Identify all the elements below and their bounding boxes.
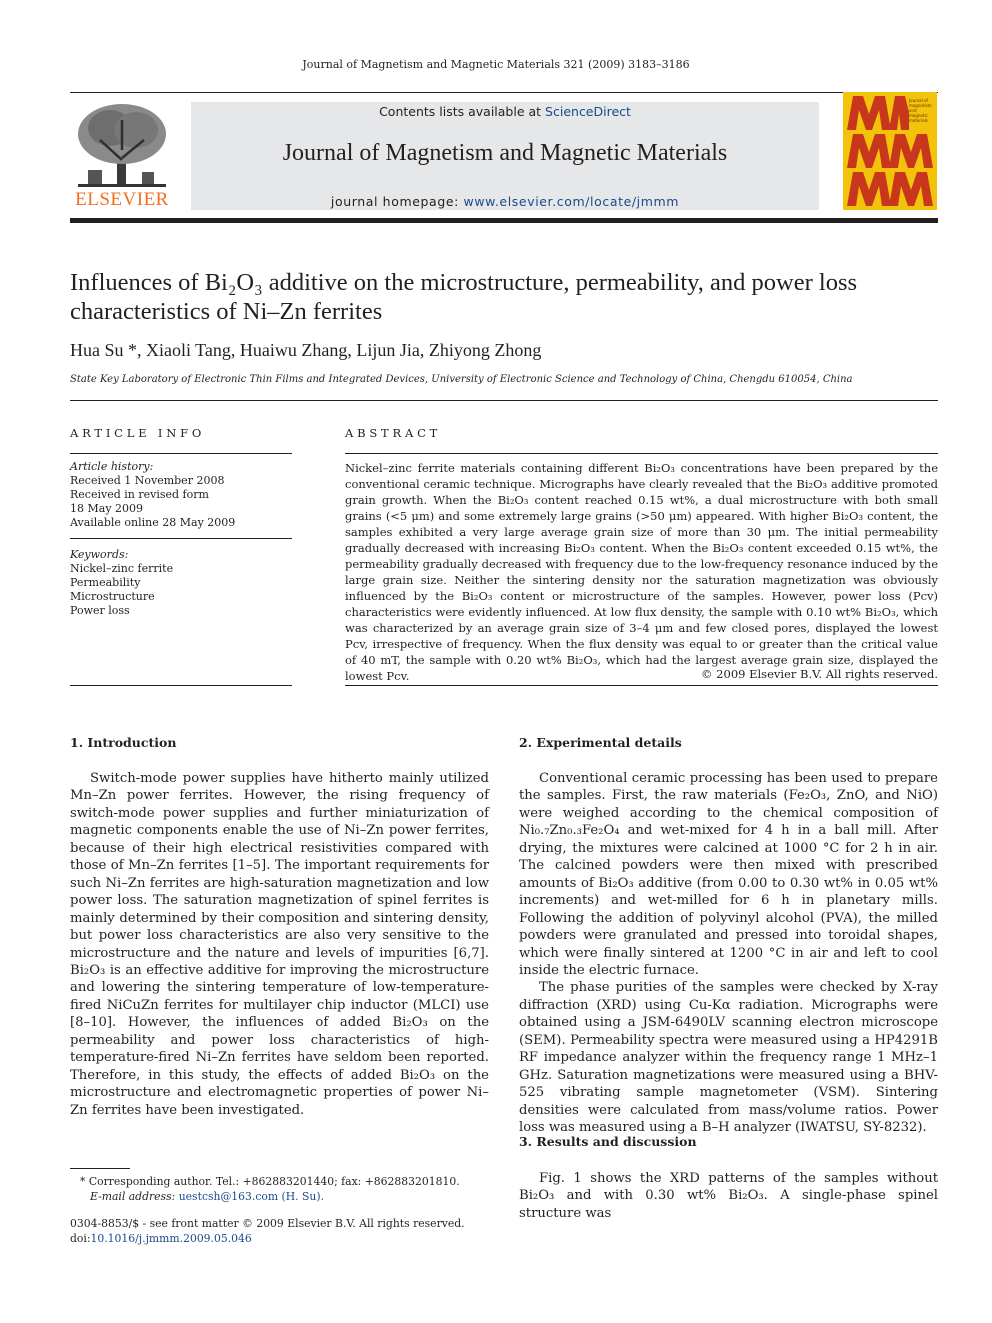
- keywords-rule: [70, 538, 292, 539]
- keywords-label: Keywords:: [70, 548, 129, 561]
- elsevier-tree-logo: [70, 100, 174, 188]
- history-item: 18 May 2009: [70, 502, 144, 515]
- introduction-body: [70, 770, 489, 1119]
- abstract-heading: ABSTRACT: [345, 426, 442, 440]
- paragraph: The phase purities of the samples were checked by X-ray diffraction (XRD) using Cu-Kα radiation. Micrographs were obtained using a JSM-6490LV scanning electron microscope (SEM). Permeability spectra were measured using a HP4291B RF impedance analyzer within the frequency range 1 MHz–1 GHz. Saturation magnetizations were measured using a BHV-525 vibrating sample magnetometer (VSM). Sintering densities were calculated from mass/volume ratios. Power loss was measured using a B–H analyzer (IWATSU, SY-8232).: [519, 980, 938, 1136]
- paragraph: Conventional ceramic processing has been used to prepare the samples. First, the raw materials (Fe₂O₃, ZnO, and NiO) were weighed according to the chemical composition of Ni₀.₇Zn₀.₃Fe₂O₄ and wet-mixed for 4 h in a ball mill. After drying, the mixtures were calcined at 1000 °C for 2 h in air. The calcined powders were then mixed with prescribed amounts of Bi₂O₃ additive (from 0.00 to 0.30 wt% in 0.05 wt% increments) and wet-milled for 6 h in planetary mills. Following the addition of polyvinyl alcohol (PVA), the milled powders were granulated and pressed into toroidal shapes, which were finally sintered at 1200 °C in air and left to cool inside the electric furnace.: [519, 771, 938, 978]
- abstract-text: Nickel–zinc ferrite materials containing different Bi₂O₃ concentrations have been prepared by the conventional ceramic technique. Micrographs have clearly revealed that the Bi₂O₃ additive promoted grain growth. When the Bi₂O₃ content reached 0.15 wt%, a dual microstructure with both small grains (<5 μm) and some extremely large grains (>50 μm) appeared. With higher Bi₂O₃ content, the samples exhibited a very large average grain size of more than 30 μm. The initial permeability gradually decreased with increasing Bi₂O₃ content. When the Bi₂O₃ content exceeded 0.15 wt%, the permeability gradually decreased with frequency due to the low-frequency resonance induced by the large grain size. Neither the sintering density nor the saturation magnetization was obviously influenced by the Bi₂O₃ content or microstructure of the samples. However, power loss (Pcv) characteristics were evidently influenced. At low flux density, the sample with 0.10 wt% Bi₂O₃, which was characterized by an average grain size of 3–4 μm and few closed pores, displayed the lowest Pcv, irrespective of frequency. When the flux density was equal to or greater than the critical value of 40 mT, the sample with 0.20 wt% Bi₂O₃, which had the largest average grain size, displayed the lowest Pcv.: [345, 461, 938, 683]
- keyword: Power loss: [70, 604, 130, 617]
- contents-prefix: Contents lists available at: [379, 104, 546, 119]
- article-info-rule: [70, 453, 292, 454]
- page-footer: [70, 1216, 500, 1246]
- journal-citation: Journal of Magnetism and Magnetic Materials 321 (2009) 3183–3186: [302, 58, 690, 71]
- header-top-rule: [70, 92, 938, 93]
- journal-banner: [191, 102, 819, 210]
- header-bottom-rule: [70, 218, 938, 223]
- keyword: Microstructure: [70, 590, 155, 603]
- journal-homepage: [191, 194, 819, 209]
- article-title: Influences of Bi₂O₃ additive on the microstructure, permeability, and power loss characteristics of Ni–Zn ferrites: [70, 269, 858, 325]
- homepage-prefix: journal homepage:: [330, 194, 464, 209]
- article-authors: Hua Su *, Xiaoli Tang, Huaiwu Zhang, Lijun Jia, Zhiyong Zhong: [70, 340, 542, 360]
- author-affiliation: State Key Laboratory of Electronic Thin Films and Integrated Devices, University of Electronic Science and Technology of China, Chengdu 610054, China: [70, 374, 853, 385]
- sciencedirect-link[interactable]: ScienceDirect: [545, 104, 631, 119]
- contents-line: [191, 104, 819, 119]
- section-heading-introduction: 1. Introduction: [70, 735, 177, 750]
- email-link[interactable]: uestcsh@163.com (H. Su).: [178, 1190, 325, 1203]
- experimental-body: [519, 770, 938, 1137]
- abstract-copyright: © 2009 Elsevier B.V. All rights reserved.: [701, 667, 938, 681]
- journal-title: Journal of Magnetism and Magnetic Materials: [282, 140, 728, 166]
- homepage-link[interactable]: www.elsevier.com/locate/jmmm: [463, 194, 680, 209]
- paragraph: Fig. 1 shows the XRD patterns of the samples without Bi₂O₃ and with 0.30 wt% Bi₂O₃. A single-phase spinel structure was: [519, 1171, 938, 1221]
- doi-link[interactable]: 10.1016/j.jmmm.2009.05.046: [90, 1232, 252, 1245]
- footnote-rule: [70, 1168, 130, 1169]
- doi-label: doi:: [70, 1232, 91, 1245]
- keyword: Permeability: [70, 576, 141, 589]
- abstract-rule: [345, 453, 938, 454]
- footnote: [70, 1174, 500, 1204]
- issn-line: 0304-8853/$ - see front matter © 2009 Elsevier B.V. All rights reserved.: [70, 1217, 465, 1230]
- history-item: Received in revised form: [70, 488, 209, 501]
- results-body: [519, 1170, 938, 1222]
- section-heading-experimental: 2. Experimental details: [519, 735, 682, 750]
- paragraph: Switch-mode power supplies have hitherto mainly utilized Mn–Zn power ferrites. However, the rising frequency of switch-mode power supplies and further miniaturization of magnetic components enable the use of Ni–Zn power ferrites, because of their high electrical resistivities compared with those of Mn–Zn ferrites [1–5]. The important requirements for such Ni–Zn ferrites are high-saturation magnetization and low power loss. The saturation magnetization of spinel ferrites is mainly determined by their composition and sintering density, but power loss characteristics are also very sensitive to the microstructure and the nature and levels of impurities [6,7]. Bi₂O₃ is an effective additive for improving the microstructure and lowering the sintering temperature of low-temperature-fired NiCuZn ferrites for multilayer chip inductor (MLCI) use [8–10]. However, the influences of added Bi₂O₃ on the permeability and power loss characteristics of high-temperature-fired Ni–Zn ferrites have seldom been reported. Therefore, in this study, the effects of added Bi₂O₃ on the microstructure and electromagnetic properties of power Ni–Zn ferrites have been investigated.: [70, 771, 489, 1118]
- elsevier-logo-text: ELSEVIER: [75, 189, 169, 210]
- history-item: Available online 28 May 2009: [70, 516, 236, 529]
- history-label: Article history:: [70, 460, 154, 473]
- affiliation-rule: [70, 400, 938, 401]
- article-info-heading: ARTICLE INFO: [70, 426, 206, 440]
- section-heading-results: 3. Results and discussion: [519, 1134, 697, 1149]
- history-item: Received 1 November 2008: [70, 474, 225, 487]
- abstract-bottom-rule: [345, 685, 938, 686]
- journal-cover-image: [843, 92, 937, 210]
- keyword: Nickel–zinc ferrite: [70, 562, 174, 575]
- corresponding-author: * Corresponding author. Tel.: +862883201440; fax: +862883201810.: [80, 1175, 460, 1188]
- cover-journal-text: Journal of magnetism and magnetic materials: [909, 98, 932, 123]
- article-info-bottom-rule: [70, 685, 292, 686]
- article-info: [70, 460, 292, 618]
- email-label: E-mail address:: [90, 1190, 179, 1203]
